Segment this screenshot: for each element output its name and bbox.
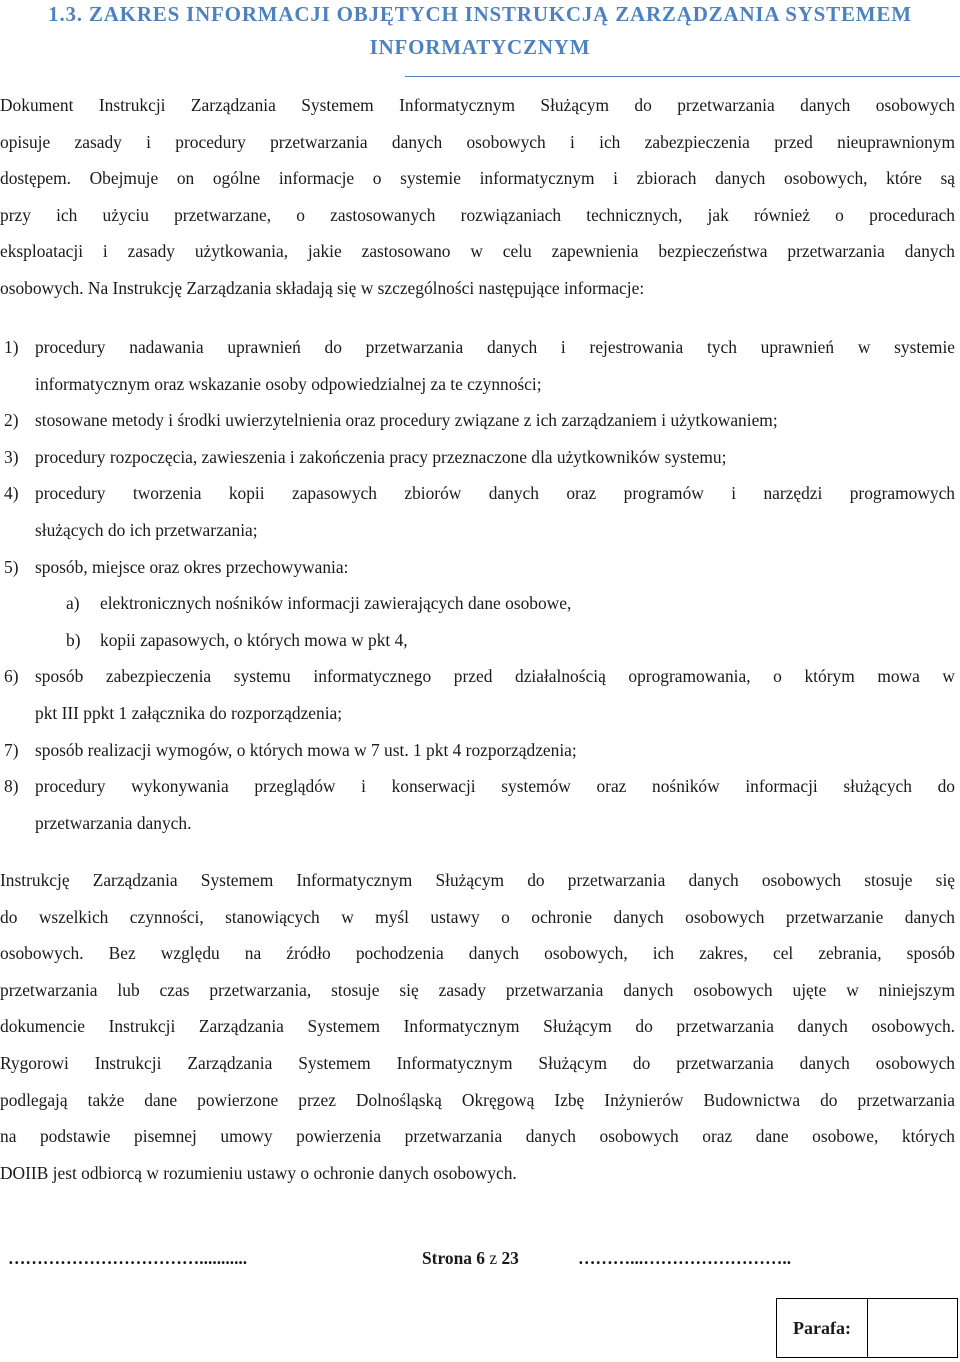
intro-line: eksploatacji i zasady użytkowania, jakie zastosowano w celu zapewnienia bezpieczeństwa przetwarzania danych <box>0 241 955 262</box>
list-item-number: 3) <box>4 446 19 467</box>
page-total: 23 <box>501 1248 519 1268</box>
closing-line: DOIIB jest odbiorcą w rozumieniu ustawy o ochronie danych osobowych. <box>0 1162 517 1183</box>
section-heading-line-2: INFORMATYCZNYM <box>369 35 591 59</box>
closing-line: do wszelkich czynności, stanowiących w myśl ustawy o ochronie danych osobowych przetwarzanie danych <box>0 906 955 927</box>
list-item <box>0 329 955 402</box>
list-item-text: procedury nadawania uprawnień do przetwarzania danych i rejestrowania tych uprawnień w systemie <box>35 337 955 357</box>
section-heading-line-1: 1.3. ZAKRES INFORMACJI OBJĘTYCH INSTRUKCJĄ ZARZĄDZANIA SYSTEMEM <box>48 2 912 26</box>
list-item <box>0 732 955 769</box>
list-item-number: 2) <box>4 410 19 431</box>
list-item-number: 5) <box>4 556 19 577</box>
initials-field <box>868 1299 957 1357</box>
list-item-text: sposób zabezpieczenia systemu informatycznego przed działalnością oprogramowania, o którym mowa w <box>35 666 955 687</box>
closing-paragraph <box>0 862 955 1191</box>
page-number <box>422 1248 519 1269</box>
footer-dots-left: ……………………………........... <box>8 1248 248 1268</box>
intro-line: dostępem. Obejmuje on ogólne informacje o systemie informatycznym i zbiorach danych osobowych, które są <box>0 168 955 189</box>
list-item-number: 1) <box>4 337 19 357</box>
closing-line: podlegają także dane powierzone przez Dolnośląską Okręgową Izbę Inżynierów Budownictwa do przetwarzania <box>0 1089 955 1110</box>
list-item <box>0 439 955 476</box>
sub-list-item-text: elektronicznych nośników informacji zawierających dane osobowe, <box>100 593 572 614</box>
page-prefix: Strona <box>422 1248 472 1268</box>
initials-label: Parafa: <box>777 1299 868 1357</box>
initials-box <box>776 1298 958 1358</box>
list-item-text: sposób, miejsce oraz okres przechowywania: <box>35 556 349 577</box>
page-separator: z <box>489 1248 498 1268</box>
list-item <box>0 402 955 439</box>
list-item-text: służących do ich przetwarzania; <box>35 519 258 540</box>
intro-line: opisuje zasady i procedury przetwarzania danych osobowych i ich zabezpieczenia przed nieuprawnionym <box>0 131 955 152</box>
page-footer <box>0 1248 960 1280</box>
intro-paragraph <box>0 87 955 307</box>
list-item <box>0 475 955 548</box>
closing-line: na podstawie pisemnej umowy powierzenia przetwarzania danych osobowych oraz dane osobowe, których <box>0 1126 955 1147</box>
footer-dots-right: ………...…………………….. <box>578 1248 792 1268</box>
page-current: 6 <box>476 1248 485 1268</box>
list-item-text: procedury tworzenia kopii zapasowych zbiorów danych oraz programów i narzędzi programowych <box>35 483 955 504</box>
list-item-text: procedury wykonywania przeglądów i konserwacji systemów oraz nośników informacji służących do <box>35 776 955 797</box>
closing-line: osobowych. Bez względu na źródło pochodzenia danych osobowych, ich zakres, cel zebrania, sposób <box>0 943 955 964</box>
list-item-text: stosowane metody i środki uwierzytelnienia oraz procedury związane z ich zarządzaniem i użytkowaniem; <box>35 410 778 431</box>
requirements-list <box>0 329 955 841</box>
heading-underline <box>405 76 960 77</box>
list-item-number: 7) <box>4 739 19 760</box>
sub-list-item <box>0 585 955 622</box>
list-item-text: informatycznym oraz wskazanie osoby odpowiedzialnej za te czynności; <box>35 373 542 394</box>
intro-line: Dokument Instrukcji Zarządzania Systemem Informatycznym Służącym do przetwarzania danych osobowych <box>0 95 955 115</box>
closing-line: przetwarzania lub czas przetwarzania, stosuje się zasady przetwarzania danych osobowych ujęte w niniejszym <box>0 979 955 1000</box>
list-item-text: procedury rozpoczęcia, zawieszenia i zakończenia pracy przeznaczone dla użytkowników systemu; <box>35 446 727 467</box>
intro-line: osobowych. Na Instrukcję Zarządzania składają się w szczególności następujące informacje: <box>0 277 645 298</box>
list-item-number: 6) <box>4 666 19 687</box>
sub-list-item-text: kopii zapasowych, o których mowa w pkt 4, <box>100 629 408 650</box>
list-item-number: 8) <box>4 776 19 797</box>
intro-line: przy ich użyciu przetwarzane, o zastosowanych rozwiązaniach technicznych, jak również o procedurach <box>0 204 955 225</box>
list-item-text: sposób realizacji wymogów, o których mowa w 7 ust. 1 pkt 4 rozporządzenia; <box>35 739 577 760</box>
list-item-number: 4) <box>4 483 19 504</box>
list-item <box>0 658 955 731</box>
closing-line: Instrukcję Zarządzania Systemem Informatycznym Służącym do przetwarzania danych osobowych stosuje się <box>0 870 955 890</box>
section-heading <box>0 0 960 66</box>
list-item <box>0 768 955 841</box>
sub-list-item-letter: b) <box>66 629 81 650</box>
list-item <box>0 549 955 586</box>
sub-list-item-letter: a) <box>66 593 80 614</box>
list-item-text: pkt III ppkt 1 załącznika do rozporządzenia; <box>35 702 343 723</box>
sub-list-item <box>0 622 955 659</box>
closing-line: Rygorowi Instrukcji Zarządzania Systemem Informatycznym Służącym do przetwarzania danych osobowych <box>0 1052 955 1073</box>
list-item-text: przetwarzania danych. <box>35 812 192 833</box>
closing-line: dokumencie Instrukcji Zarządzania Systemem Informatycznym Służącym do przetwarzania danych osobowych. <box>0 1016 955 1037</box>
